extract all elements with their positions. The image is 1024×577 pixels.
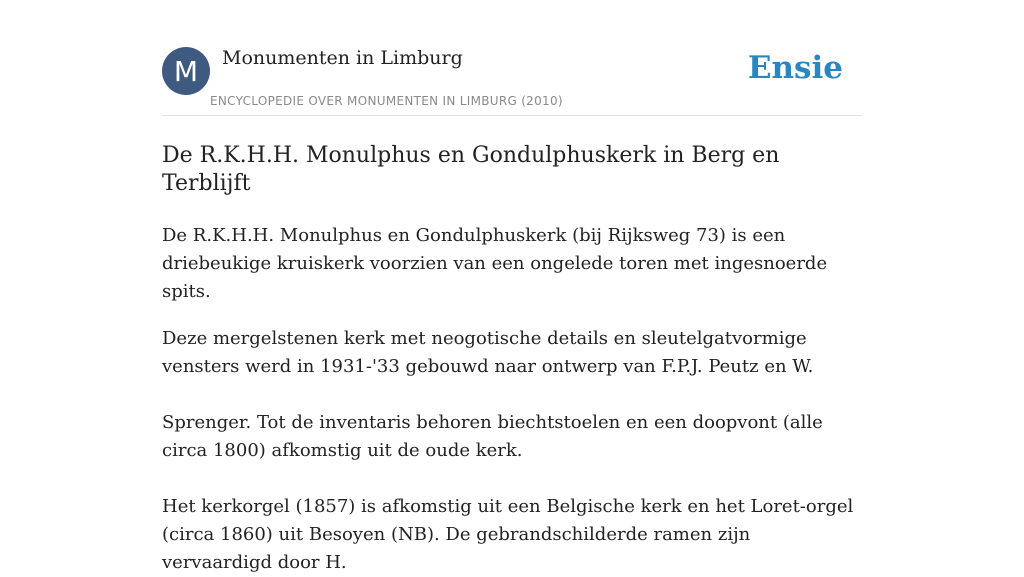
- source-header: [162, 46, 862, 116]
- brand-logo[interactable]: Ensie: [747, 50, 843, 86]
- article-paragraph: Deze mergelstenen kerk met neogotische details en sleutelgatvormige vensters werd in 1931-'33 gebouwd naar ontwerp van F.P.J. Peutz en W.: [162, 328, 814, 377]
- article-paragraph: Het kerkorgel (1857) is afkomstig uit een Belgische kerk en het Loret-orgel (circa 1860) uit Besoyen (NB). De gebrandschilderde ramen zijn vervaardigd door H.: [162, 496, 854, 573]
- article-title: De R.K.H.H. Monulphus en Gondulphuskerk in Berg en Terblijft: [162, 143, 780, 196]
- article-paragraph: De R.K.H.H. Monulphus en Gondulphuskerk (bij Rijksweg 73) is een driebeukige kruiskerk voorzien van een ongelede toren met ingesnoerde spits.: [162, 225, 828, 302]
- page: [162, 0, 862, 577]
- article-paragraph: Sprenger. Tot de inventaris behoren biechtstoelen en een doopvont (alle circa 1800) afkomstig uit de oude kerk.: [162, 412, 823, 461]
- source-title[interactable]: Monumenten in Limburg: [222, 47, 463, 69]
- source-subtitle: ENCYCLOPEDIE OVER MONUMENTEN IN LIMBURG (2010): [210, 94, 563, 108]
- source-avatar[interactable]: M: [162, 47, 210, 95]
